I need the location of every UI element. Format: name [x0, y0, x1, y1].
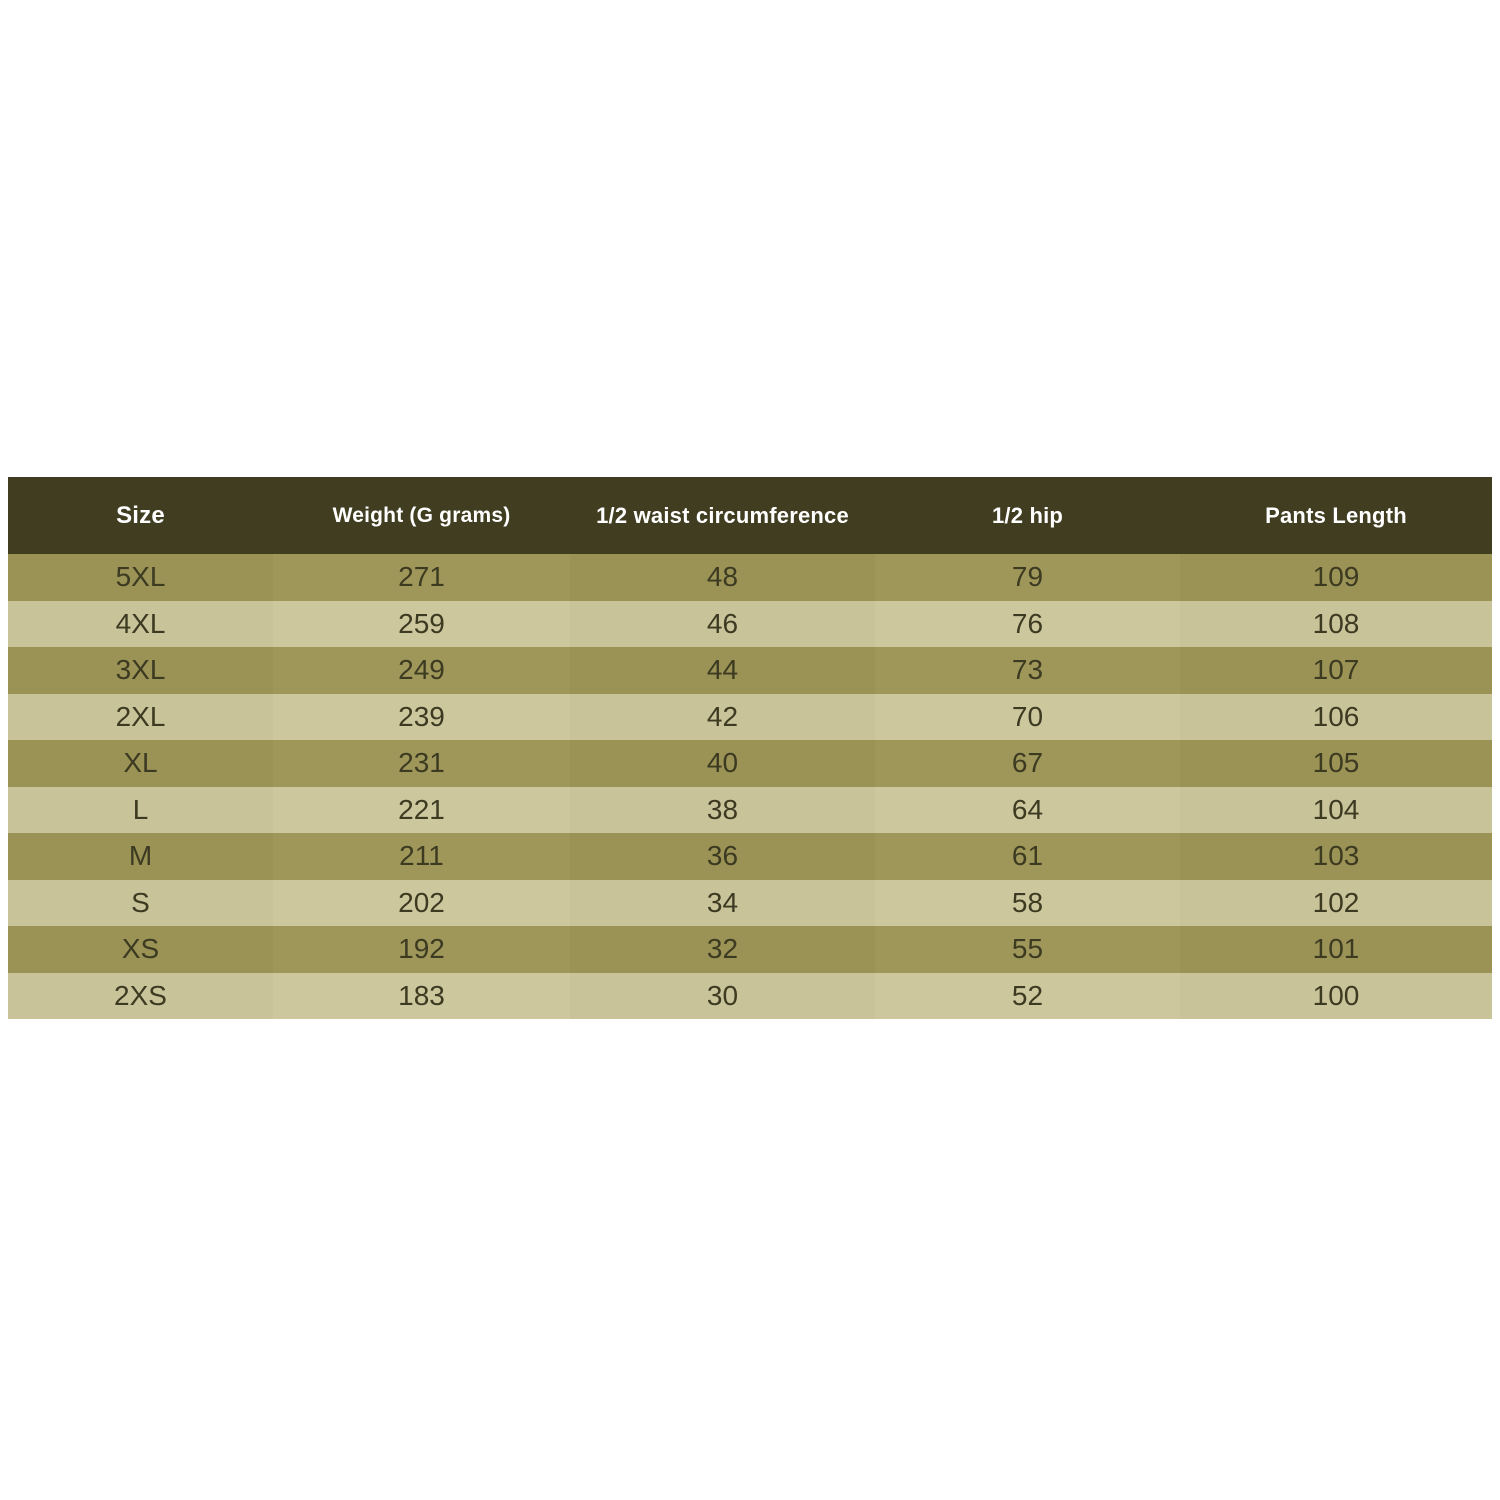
- table-cell: 55: [875, 926, 1180, 973]
- table-cell: 67: [875, 740, 1180, 787]
- table-cell: 259: [273, 601, 570, 648]
- table-cell: 107: [1180, 647, 1492, 694]
- table-row: [8, 740, 1492, 787]
- table-cell: 73: [875, 647, 1180, 694]
- table-cell: 104: [1180, 787, 1492, 834]
- cell-size: 5XL: [8, 554, 273, 601]
- table-cell: 108: [1180, 601, 1492, 648]
- cell-size: 3XL: [8, 647, 273, 694]
- table-cell: 32: [570, 926, 875, 973]
- column-header-pants-length: Pants Length: [1180, 477, 1492, 554]
- table-cell: 44: [570, 647, 875, 694]
- table-cell: 70: [875, 694, 1180, 741]
- table-cell: 76: [875, 601, 1180, 648]
- cell-size: M: [8, 833, 273, 880]
- table-row: [8, 926, 1492, 973]
- table-cell: 52: [875, 973, 1180, 1020]
- table-cell: 34: [570, 880, 875, 927]
- size-chart-table: [8, 477, 1492, 1019]
- table-cell: 183: [273, 973, 570, 1020]
- column-header-weight: Weight (G grams): [273, 477, 570, 554]
- table-cell: 221: [273, 787, 570, 834]
- cell-size: 2XL: [8, 694, 273, 741]
- table-cell: 103: [1180, 833, 1492, 880]
- table-cell: 211: [273, 833, 570, 880]
- table-cell: 271: [273, 554, 570, 601]
- table-cell: 202: [273, 880, 570, 927]
- table-cell: 249: [273, 647, 570, 694]
- cell-size: S: [8, 880, 273, 927]
- table-cell: 100: [1180, 973, 1492, 1020]
- cell-size: 4XL: [8, 601, 273, 648]
- table-cell: 101: [1180, 926, 1492, 973]
- table-cell: 231: [273, 740, 570, 787]
- table-cell: 38: [570, 787, 875, 834]
- table-row: [8, 973, 1492, 1020]
- table-cell: 36: [570, 833, 875, 880]
- cell-size: XS: [8, 926, 273, 973]
- table-row: [8, 601, 1492, 648]
- table-row: [8, 880, 1492, 927]
- cell-size: 2XS: [8, 973, 273, 1020]
- table-cell: 61: [875, 833, 1180, 880]
- table-row: [8, 554, 1492, 601]
- table-cell: 58: [875, 880, 1180, 927]
- column-header-size: Size: [8, 477, 273, 554]
- table-cell: 192: [273, 926, 570, 973]
- table-cell: 106: [1180, 694, 1492, 741]
- cell-size: L: [8, 787, 273, 834]
- table-cell: 109: [1180, 554, 1492, 601]
- table-cell: 30: [570, 973, 875, 1020]
- table-row: [8, 787, 1492, 834]
- table-cell: 79: [875, 554, 1180, 601]
- table-cell: 239: [273, 694, 570, 741]
- table-header: [8, 477, 1492, 554]
- column-header-half-hip: 1/2 hip: [875, 477, 1180, 554]
- table-cell: 105: [1180, 740, 1492, 787]
- cell-size: XL: [8, 740, 273, 787]
- table-cell: 102: [1180, 880, 1492, 927]
- column-header-half-waist: 1/2 waist circumference: [570, 477, 875, 554]
- table-cell: 42: [570, 694, 875, 741]
- table-cell: 48: [570, 554, 875, 601]
- table-body: [8, 554, 1492, 1019]
- table-header-row: [8, 477, 1492, 554]
- table-row: [8, 833, 1492, 880]
- table-cell: 64: [875, 787, 1180, 834]
- table-cell: 40: [570, 740, 875, 787]
- table-row: [8, 694, 1492, 741]
- table-row: [8, 647, 1492, 694]
- table-cell: 46: [570, 601, 875, 648]
